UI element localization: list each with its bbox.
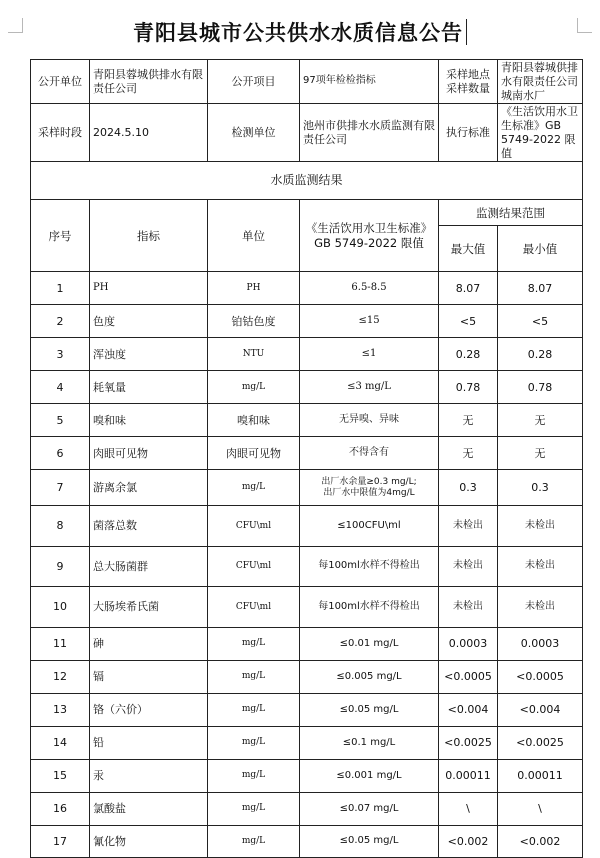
table-row <box>31 272 583 305</box>
header-max: 最大值 <box>439 226 498 272</box>
row-indicator: 总大肠菌群 <box>90 546 208 587</box>
row-limit: ≤0.05 mg/L <box>300 693 439 726</box>
row-min: \ <box>498 792 583 825</box>
table-row <box>31 759 583 792</box>
site-label: 采样地点 采样数量 <box>439 60 498 104</box>
row-min: 无 <box>498 437 583 470</box>
standard-label: 执行标准 <box>439 104 498 162</box>
row-number: 8 <box>31 506 90 547</box>
table-row <box>31 627 583 660</box>
table-row <box>31 305 583 338</box>
row-max: <0.002 <box>439 825 498 857</box>
header-range: 监测结果范围 <box>439 200 583 226</box>
table-row <box>31 825 583 857</box>
row-limit: 出厂水余量≥0.3 mg/L; 出厂水中限值为4mg/L <box>300 470 439 506</box>
row-indicator: 汞 <box>90 759 208 792</box>
row-indicator: 浑浊度 <box>90 338 208 371</box>
row-unit: mg/L <box>208 470 300 506</box>
row-max: 8.07 <box>439 272 498 305</box>
section-title-row <box>31 162 583 200</box>
row-number: 16 <box>31 792 90 825</box>
row-number: 6 <box>31 437 90 470</box>
row-min: 未检出 <box>498 587 583 628</box>
row-min: <5 <box>498 305 583 338</box>
row-limit: ≤0.005 mg/L <box>300 660 439 693</box>
row-limit: 无异嗅、异味 <box>300 404 439 437</box>
row-min: <0.0005 <box>498 660 583 693</box>
row-number: 12 <box>31 660 90 693</box>
table-row <box>31 338 583 371</box>
row-indicator: 游离余氯 <box>90 470 208 506</box>
document-title-container <box>30 12 570 52</box>
row-limit: 6.5-8.5 <box>300 272 439 305</box>
row-unit: mg/L <box>208 792 300 825</box>
text-cursor <box>466 19 467 45</box>
page-corner-mark-right <box>577 18 592 33</box>
row-min: <0.002 <box>498 825 583 857</box>
item-value: 97项年检检指标 <box>300 60 439 104</box>
header-no: 序号 <box>31 200 90 272</box>
row-min: 无 <box>498 404 583 437</box>
section-title: 水质监测结果 <box>31 162 583 200</box>
header-unit: 单位 <box>208 200 300 272</box>
table-row <box>31 371 583 404</box>
row-unit: CFU\ml <box>208 506 300 547</box>
row-indicator: 铅 <box>90 726 208 759</box>
row-indicator: 色度 <box>90 305 208 338</box>
row-min: 8.07 <box>498 272 583 305</box>
row-min: 未检出 <box>498 506 583 547</box>
table-row <box>31 546 583 587</box>
row-max: \ <box>439 792 498 825</box>
row-min: 未检出 <box>498 546 583 587</box>
row-max: <5 <box>439 305 498 338</box>
row-min: 0.0003 <box>498 627 583 660</box>
row-unit: NTU <box>208 338 300 371</box>
row-indicator: 嗅和味 <box>90 404 208 437</box>
water-quality-table <box>30 59 583 858</box>
row-unit: mg/L <box>208 726 300 759</box>
row-min: 0.00011 <box>498 759 583 792</box>
row-unit: mg/L <box>208 627 300 660</box>
row-min: 0.28 <box>498 338 583 371</box>
table-row <box>31 470 583 506</box>
row-max: 0.00011 <box>439 759 498 792</box>
row-indicator: PH <box>90 272 208 305</box>
row-limit: ≤100CFU\ml <box>300 506 439 547</box>
table-row <box>31 587 583 628</box>
row-indicator: 氯酸盐 <box>90 792 208 825</box>
row-limit: 每100ml水样不得检出 <box>300 587 439 628</box>
row-limit: ≤3 mg/L <box>300 371 439 404</box>
date-label: 采样时段 <box>31 104 90 162</box>
table-row <box>31 437 583 470</box>
row-indicator: 氰化物 <box>90 825 208 857</box>
row-max: 无 <box>439 437 498 470</box>
row-max: 0.78 <box>439 371 498 404</box>
row-limit: ≤0.001 mg/L <box>300 759 439 792</box>
row-max: 无 <box>439 404 498 437</box>
row-unit: mg/L <box>208 371 300 404</box>
header-row-1 <box>31 200 583 226</box>
table-row <box>31 660 583 693</box>
header-limit: 《生活饮用水卫生标准》GB 5749-2022 限值 <box>300 200 439 272</box>
row-indicator: 镉 <box>90 660 208 693</box>
lab-label: 检测单位 <box>208 104 300 162</box>
row-indicator: 砷 <box>90 627 208 660</box>
row-unit: CFU\ml <box>208 546 300 587</box>
row-unit: mg/L <box>208 825 300 857</box>
row-min: 0.78 <box>498 371 583 404</box>
row-number: 15 <box>31 759 90 792</box>
row-number: 2 <box>31 305 90 338</box>
row-number: 11 <box>31 627 90 660</box>
info-row-1 <box>31 60 583 104</box>
row-unit: 铂钴色度 <box>208 305 300 338</box>
row-max: <0.004 <box>439 693 498 726</box>
standard-value: 《生活饮用水卫生标准》GB 5749-2022 限值 <box>498 104 583 162</box>
table-row <box>31 726 583 759</box>
row-number: 4 <box>31 371 90 404</box>
info-row-2 <box>31 104 583 162</box>
row-indicator: 耗氧量 <box>90 371 208 404</box>
row-max: 0.3 <box>439 470 498 506</box>
row-number: 5 <box>31 404 90 437</box>
row-number: 7 <box>31 470 90 506</box>
table-row <box>31 506 583 547</box>
row-number: 14 <box>31 726 90 759</box>
row-number: 10 <box>31 587 90 628</box>
row-unit: PH <box>208 272 300 305</box>
row-limit: ≤0.1 mg/L <box>300 726 439 759</box>
row-max: 未检出 <box>439 506 498 547</box>
row-max: <0.0005 <box>439 660 498 693</box>
row-max: 0.28 <box>439 338 498 371</box>
row-min: 0.3 <box>498 470 583 506</box>
table-row <box>31 693 583 726</box>
page-corner-mark-left <box>8 18 23 33</box>
publisher-value: 青阳县蓉城供排水有限责任公司 <box>90 60 208 104</box>
row-limit: 不得含有 <box>300 437 439 470</box>
data-rows <box>31 272 583 858</box>
row-max: <0.0025 <box>439 726 498 759</box>
header-min: 最小值 <box>498 226 583 272</box>
row-limit: ≤0.05 mg/L <box>300 825 439 857</box>
row-max: 未检出 <box>439 546 498 587</box>
row-limit: ≤0.07 mg/L <box>300 792 439 825</box>
row-limit: ≤15 <box>300 305 439 338</box>
row-limit: 每100ml水样不得检出 <box>300 546 439 587</box>
row-min: <0.004 <box>498 693 583 726</box>
row-indicator: 大肠埃希氏菌 <box>90 587 208 628</box>
row-unit: 嗅和味 <box>208 404 300 437</box>
row-number: 9 <box>31 546 90 587</box>
row-number: 1 <box>31 272 90 305</box>
row-unit: CFU\ml <box>208 587 300 628</box>
table-row <box>31 404 583 437</box>
site-value: 青阳县蓉城供排水有限责任公司城南水厂 <box>498 60 583 104</box>
row-limit: ≤0.01 mg/L <box>300 627 439 660</box>
row-indicator: 肉眼可见物 <box>90 437 208 470</box>
row-max: 0.0003 <box>439 627 498 660</box>
date-value: 2024.5.10 <box>90 104 208 162</box>
row-unit: mg/L <box>208 693 300 726</box>
row-indicator: 菌落总数 <box>90 506 208 547</box>
row-max: 未检出 <box>439 587 498 628</box>
document-title: 青阳县城市公共供水水质信息公告 <box>133 20 463 45</box>
row-number: 3 <box>31 338 90 371</box>
publisher-label: 公开单位 <box>31 60 90 104</box>
item-label: 公开项目 <box>208 60 300 104</box>
row-limit: ≤1 <box>300 338 439 371</box>
row-min: <0.0025 <box>498 726 583 759</box>
row-unit: mg/L <box>208 660 300 693</box>
row-unit: mg/L <box>208 759 300 792</box>
header-indicator: 指标 <box>90 200 208 272</box>
row-unit: 肉眼可见物 <box>208 437 300 470</box>
lab-value: 池州市供排水水质监测有限责任公司 <box>300 104 439 162</box>
row-indicator: 铬（六价） <box>90 693 208 726</box>
row-number: 13 <box>31 693 90 726</box>
row-number: 17 <box>31 825 90 857</box>
